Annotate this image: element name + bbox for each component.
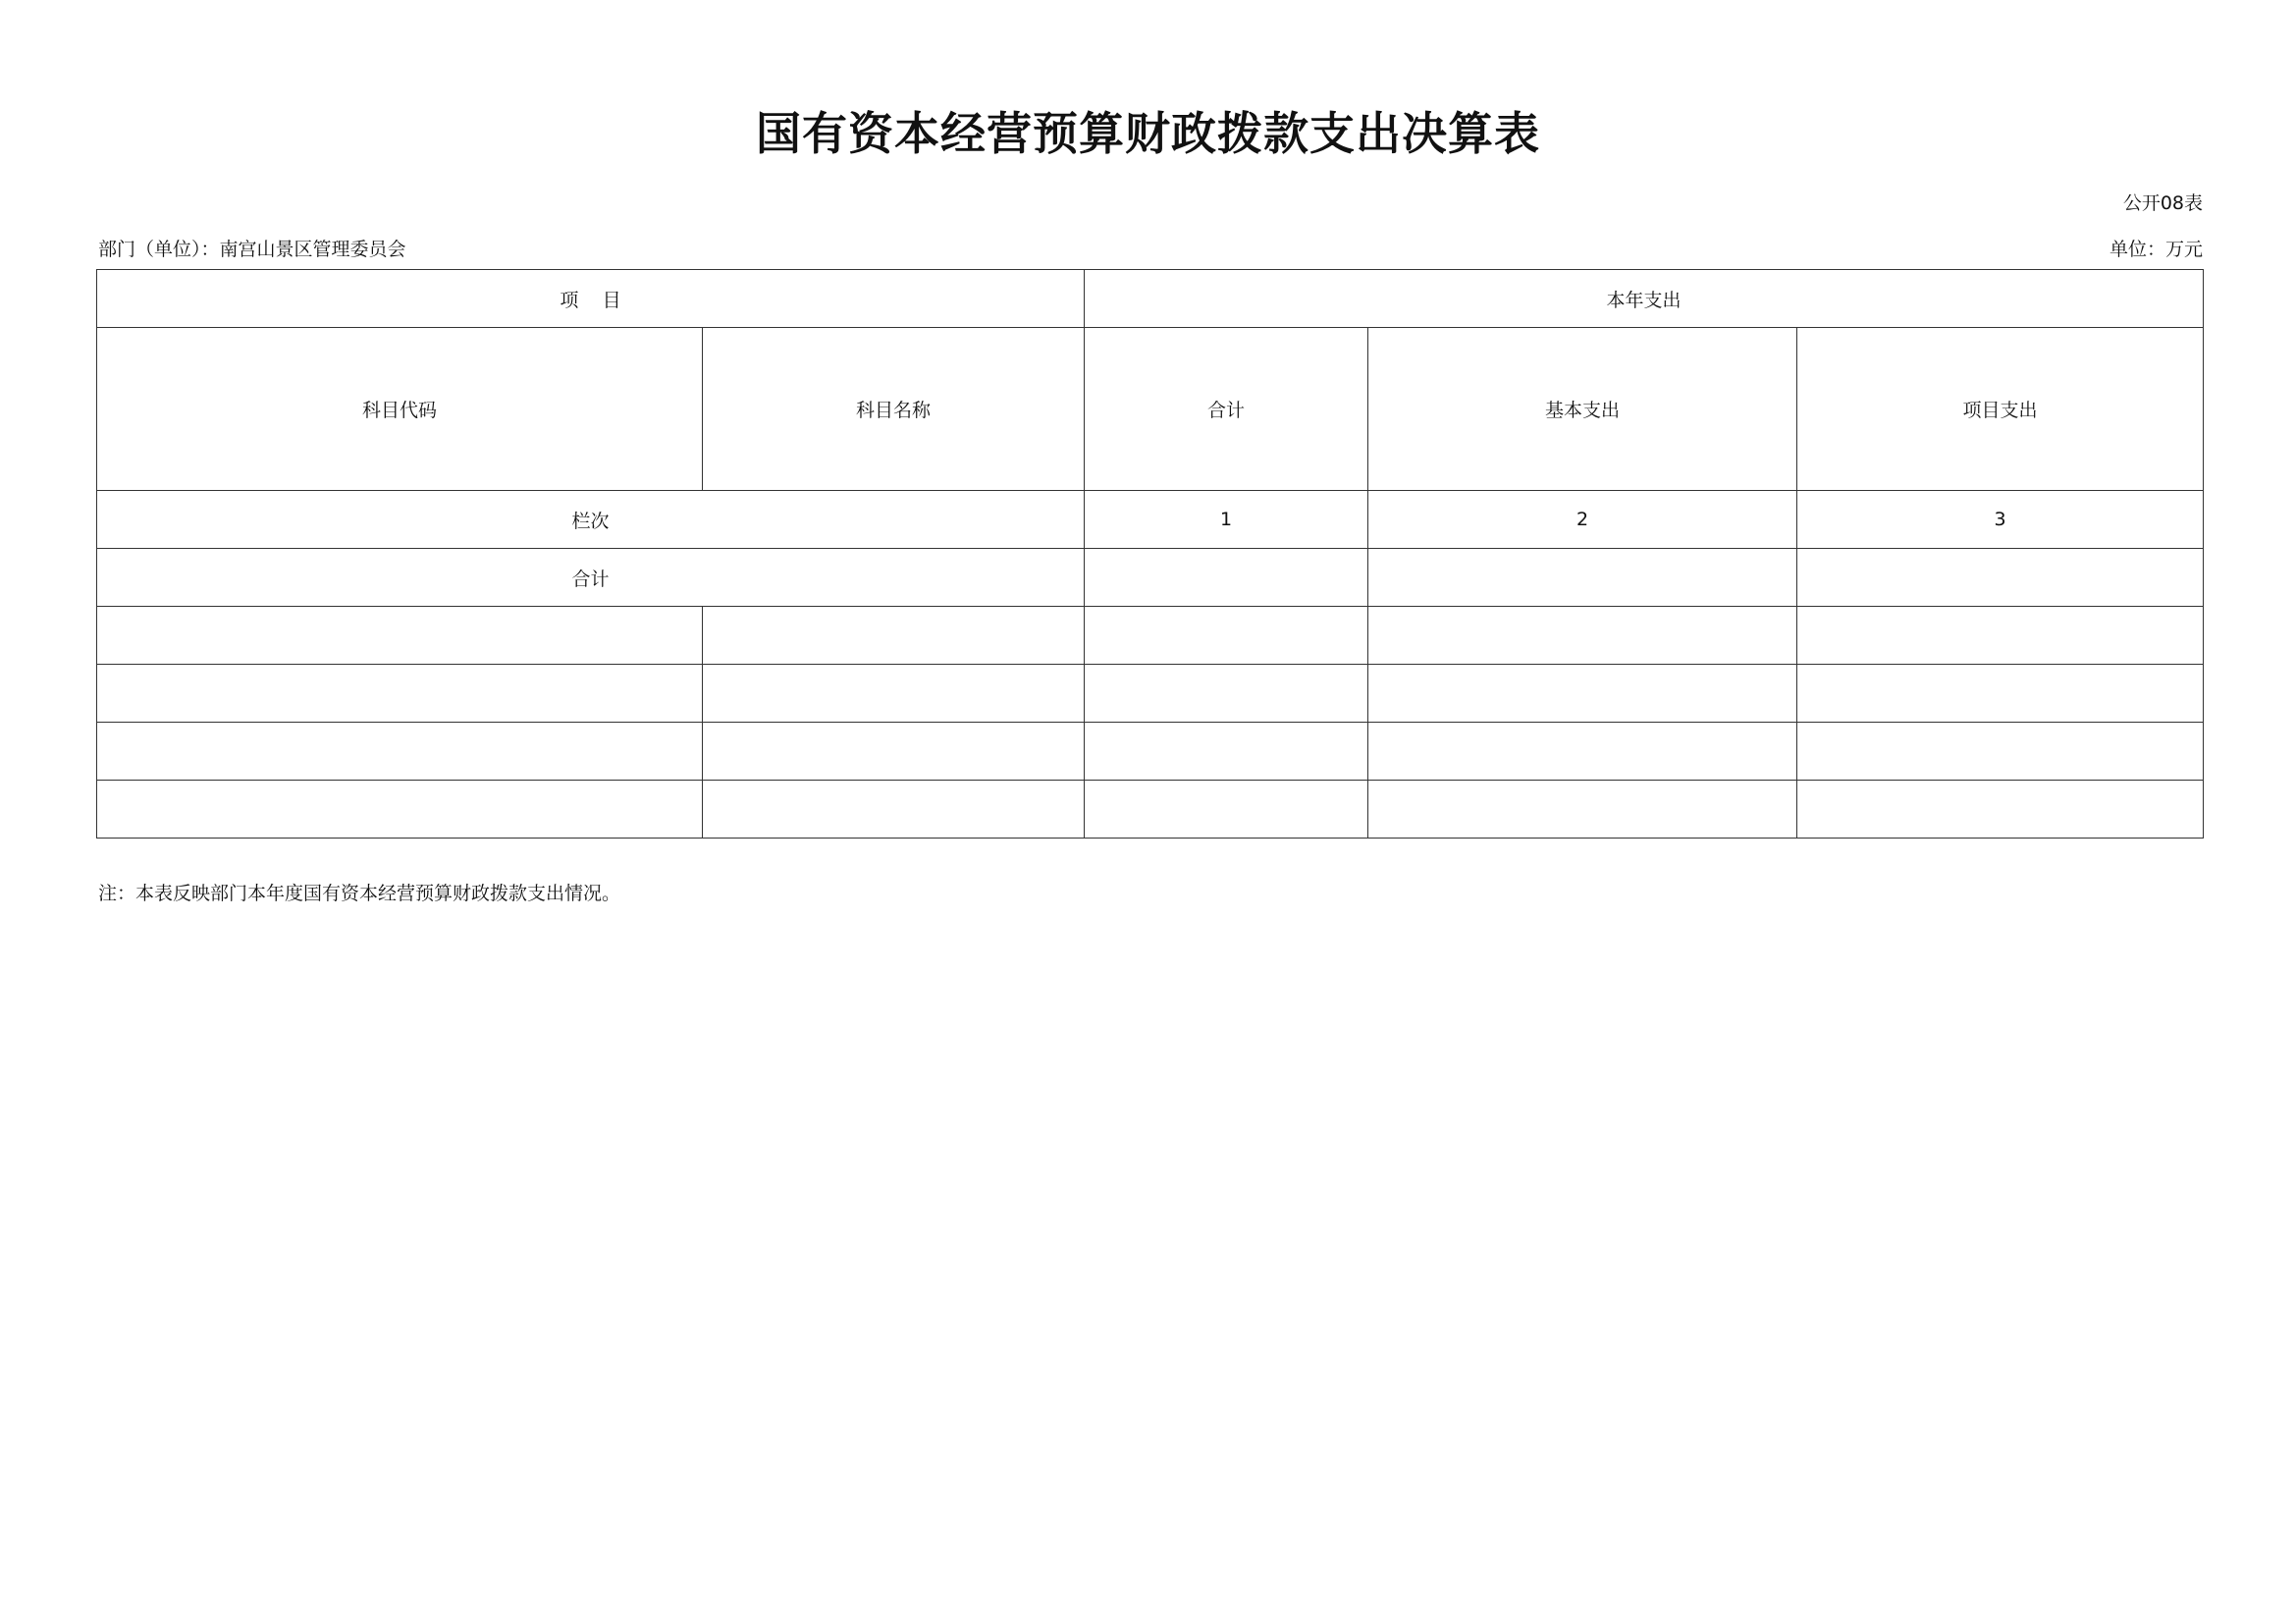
row-project-cell	[1797, 723, 2204, 781]
row-total-cell	[1085, 723, 1368, 781]
code-column-header: 科目代码	[97, 328, 703, 491]
row-code-cell	[97, 665, 703, 723]
column-index-total: 1	[1085, 491, 1368, 549]
total-row-basic	[1368, 549, 1797, 607]
table-row	[97, 781, 2204, 839]
row-name-cell	[703, 781, 1085, 839]
table-row	[97, 607, 2204, 665]
row-code-cell	[97, 781, 703, 839]
row-name-cell	[703, 607, 1085, 665]
column-index-project: 3	[1797, 491, 2204, 549]
table-row	[97, 723, 2204, 781]
total-row-total	[1085, 549, 1368, 607]
row-code-cell	[97, 723, 703, 781]
basic-column-header: 基本支出	[1368, 328, 1797, 491]
column-index-row	[97, 491, 2204, 549]
group-header-row	[97, 270, 2204, 328]
unit-label: 单位：万元	[2109, 239, 2203, 260]
row-total-cell	[1085, 665, 1368, 723]
row-basic-cell	[1368, 665, 1797, 723]
project-column-header: 项目支出	[1797, 328, 2204, 491]
row-total-cell	[1085, 781, 1368, 839]
column-index-label: 栏次	[97, 491, 1085, 549]
total-row-label: 合计	[97, 549, 1085, 607]
row-basic-cell	[1368, 607, 1797, 665]
expenditure-table	[96, 269, 2204, 839]
row-name-cell	[703, 665, 1085, 723]
current-year-group-header: 本年支出	[1085, 270, 2204, 328]
total-row-project	[1797, 549, 2204, 607]
row-basic-cell	[1368, 723, 1797, 781]
page-title: 国有资本经营预算财政拨款支出决算表	[756, 107, 1540, 160]
row-project-cell	[1797, 607, 2204, 665]
column-header-row	[97, 328, 2204, 491]
row-project-cell	[1797, 781, 2204, 839]
total-column-header: 合计	[1085, 328, 1368, 491]
row-code-cell	[97, 607, 703, 665]
row-basic-cell	[1368, 781, 1797, 839]
table-row	[97, 665, 2204, 723]
department-label: 部门（单位）：南宫山景区管理委员会	[98, 239, 406, 260]
footnote: 注：本表反映部门本年度国有资本经营预算财政拨款支出情况。	[98, 883, 621, 904]
item-group-header: 项 目	[97, 270, 1085, 328]
row-total-cell	[1085, 607, 1368, 665]
row-name-cell	[703, 723, 1085, 781]
form-number: 公开08表	[2122, 192, 2203, 214]
column-index-basic: 2	[1368, 491, 1797, 549]
name-column-header: 科目名称	[703, 328, 1085, 491]
total-row	[97, 549, 2204, 607]
row-project-cell	[1797, 665, 2204, 723]
